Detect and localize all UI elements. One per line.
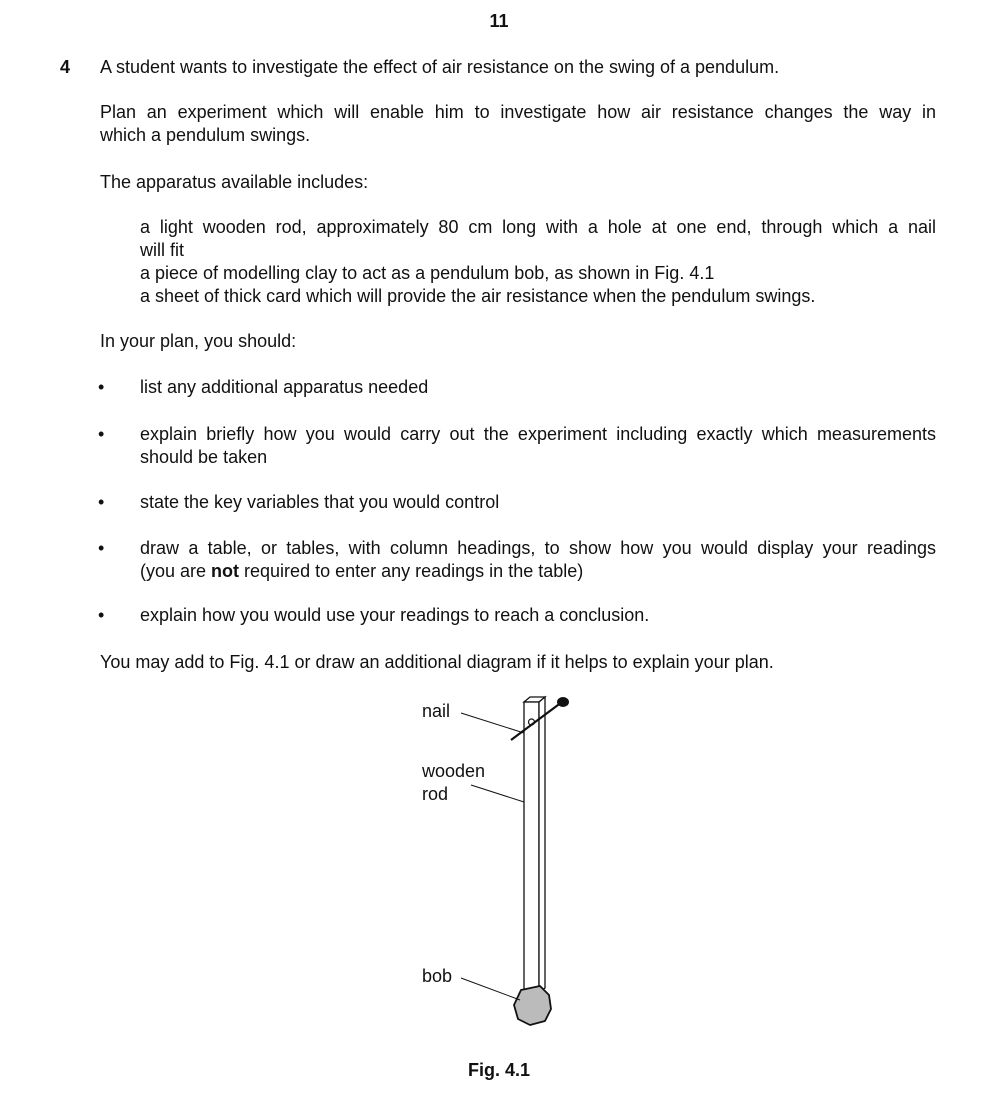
task-line-1: Plan an experiment which will enable him to investigate how air resistance changes the way in	[100, 102, 936, 122]
apparatus-rod-line-2: will fit	[140, 240, 184, 260]
question-number: 4	[60, 57, 71, 77]
bullet-5-dot: •	[98, 605, 105, 625]
pendulum-bob	[514, 986, 551, 1025]
apparatus-heading: The apparatus available includes:	[100, 172, 369, 192]
nail-leader-line	[461, 713, 524, 733]
nail-label: nail	[422, 701, 451, 721]
question-intro: A student wants to investigate the effect of air resistance on the swing of a pendulum.	[100, 57, 780, 77]
bullet-4-dot: •	[98, 538, 105, 558]
rod-leader-line	[471, 785, 524, 802]
bob-leader-line	[461, 978, 520, 1000]
rod-label-line-1: wooden	[422, 761, 486, 781]
bullet-2-line-2: should be taken	[140, 447, 268, 467]
bullet-1-dot: •	[98, 377, 105, 397]
rod-side-face	[539, 697, 545, 992]
bullet-3-dot: •	[98, 492, 105, 512]
bob-label: bob	[422, 966, 453, 986]
closing-instruction: You may add to Fig. 4.1 or draw an additional diagram if it helps to explain your plan.	[100, 652, 774, 672]
bullet-4-line-1: draw a table, or tables, with column headings, to show how you would display your readings	[140, 538, 936, 558]
bullet-3-text: state the key variables that you would control	[140, 492, 500, 512]
apparatus-rod-line-1: a light wooden rod, approximately 80 cm long with a hole at one end, through which a nail	[140, 217, 936, 237]
bullet-4-line-2-post: required to enter any readings in the table)	[239, 561, 584, 581]
rod-label-line-2: rod	[422, 784, 449, 804]
nail-head	[557, 697, 569, 707]
apparatus-clay: a piece of modelling clay to act as a pendulum bob, as shown in Fig. 4.1	[140, 263, 715, 283]
bullet-5-text: explain how you would use your readings to reach a conclusion.	[140, 605, 650, 625]
plan-heading: In your plan, you should:	[100, 331, 297, 351]
figure-caption: Fig. 4.1	[467, 1060, 530, 1080]
wooden-rod	[524, 702, 539, 992]
bullet-1-text: list any additional apparatus needed	[140, 377, 429, 397]
bullet-2-line-1: explain briefly how you would carry out the experiment including exactly which measurements	[140, 424, 936, 444]
apparatus-card: a sheet of thick card which will provide the air resistance when the pendulum swings.	[140, 286, 816, 306]
bullet-4-line-2-pre: (you are	[140, 561, 212, 581]
task-line-2: which a pendulum swings.	[100, 125, 311, 145]
bullet-2-dot: •	[98, 424, 105, 444]
bullet-4-line-2-bold: not	[211, 561, 240, 581]
page-number: 11	[489, 11, 509, 31]
